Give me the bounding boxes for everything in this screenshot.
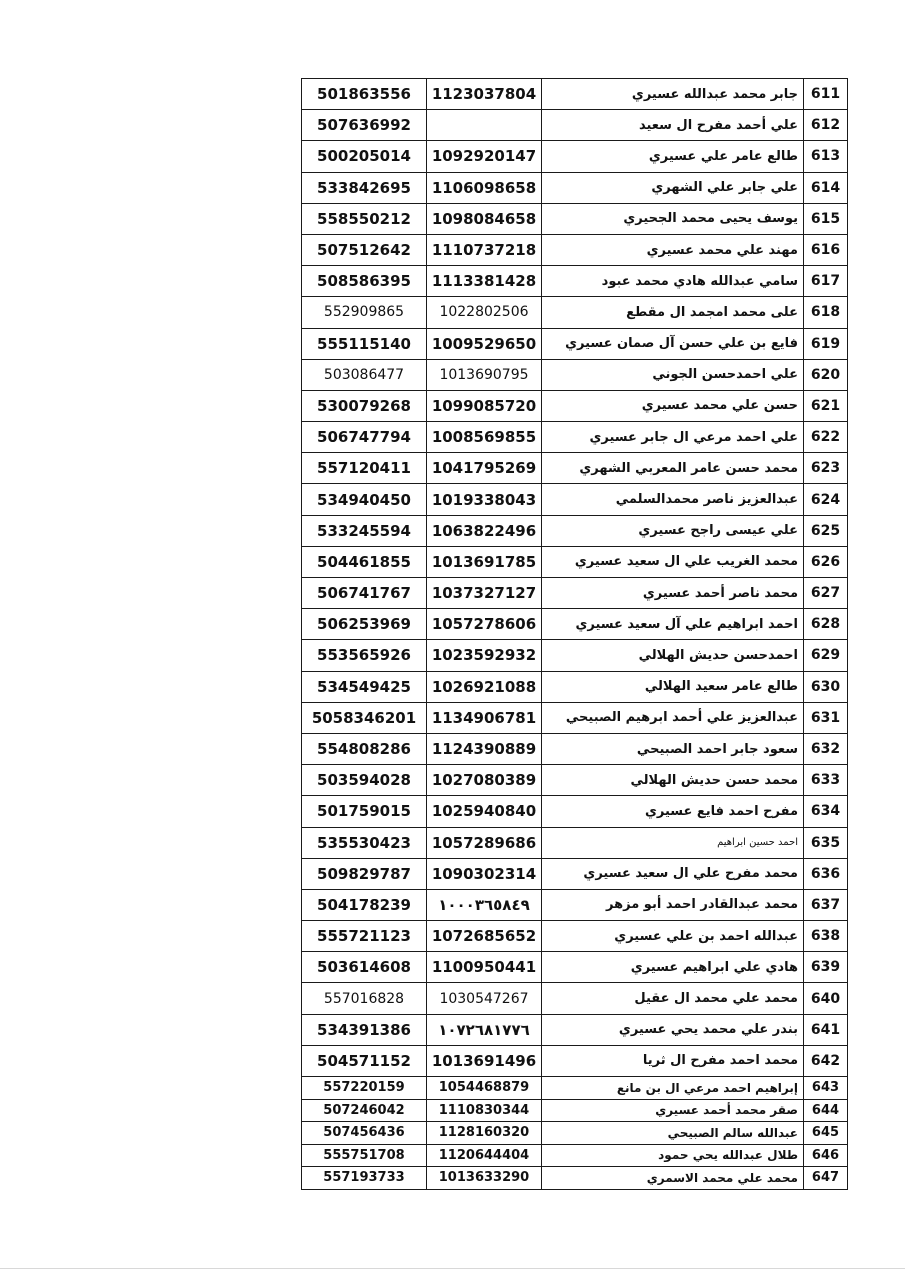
row-number-cell: 623	[804, 453, 848, 484]
name-cell: جابر محمد عبدالله عسيري	[542, 79, 804, 110]
id-number-cell: 1041795269	[427, 453, 542, 484]
table-row	[302, 1045, 848, 1076]
name-cell: علي جابر علي الشهري	[542, 172, 804, 203]
row-number-cell: 621	[804, 390, 848, 421]
row-number-cell: 625	[804, 515, 848, 546]
row-number-cell: 629	[804, 640, 848, 671]
row-number-cell: 642	[804, 1045, 848, 1076]
id-number-cell: 1128160320	[427, 1122, 542, 1145]
name-cell: محمد عبدالقادر احمد أبو مزهر	[542, 889, 804, 920]
name-cell: محمد ناصر أحمد عسيري	[542, 578, 804, 609]
name-cell: محمد احمد مفرح ال ثريا	[542, 1045, 804, 1076]
table-row	[302, 484, 848, 515]
table-row	[302, 266, 848, 297]
id-number-cell: 1009529650	[427, 328, 542, 359]
phone-cell: 503086477	[302, 359, 427, 390]
phone-cell: 506747794	[302, 422, 427, 453]
records-table	[301, 78, 848, 1190]
row-number-cell: 627	[804, 578, 848, 609]
table-row	[302, 1167, 848, 1190]
row-number-cell: 644	[804, 1099, 848, 1122]
id-number-cell: 1057289686	[427, 827, 542, 858]
table-row	[302, 515, 848, 546]
id-number-cell: 1134906781	[427, 702, 542, 733]
id-number-cell: 1110737218	[427, 234, 542, 265]
id-number-cell: 1106098658	[427, 172, 542, 203]
name-cell: عبدالعزيز ناصر محمدالسلمي	[542, 484, 804, 515]
row-number-cell: 622	[804, 422, 848, 453]
id-number-cell: 1023592932	[427, 640, 542, 671]
name-cell: محمد حسن حديش الهلالي	[542, 765, 804, 796]
id-number-cell: 1013633290	[427, 1167, 542, 1190]
name-cell: احمد ابراهيم علي آل سعيد عسيري	[542, 609, 804, 640]
row-number-cell: 620	[804, 359, 848, 390]
name-cell: علي احمدحسن الجوني	[542, 359, 804, 390]
row-number-cell: 647	[804, 1167, 848, 1190]
phone-cell: 504461855	[302, 546, 427, 577]
row-number-cell: 633	[804, 765, 848, 796]
phone-cell: 558550212	[302, 203, 427, 234]
phone-cell: 507456436	[302, 1122, 427, 1145]
phone-cell: 504571152	[302, 1045, 427, 1076]
phone-cell: 508586395	[302, 266, 427, 297]
table-row	[302, 796, 848, 827]
row-number-cell: 616	[804, 234, 848, 265]
table-row	[302, 1144, 848, 1167]
row-number-cell: 636	[804, 858, 848, 889]
row-number-cell: 611	[804, 79, 848, 110]
row-number-cell: 613	[804, 141, 848, 172]
table-row	[302, 578, 848, 609]
table-row	[302, 921, 848, 952]
phone-cell: 503594028	[302, 765, 427, 796]
name-cell: سعود جابر احمد الصبيحي	[542, 733, 804, 764]
row-number-cell: 638	[804, 921, 848, 952]
phone-cell: 555115140	[302, 328, 427, 359]
table-row	[302, 858, 848, 889]
id-number-cell: 1022802506	[427, 297, 542, 328]
row-number-cell: 645	[804, 1122, 848, 1145]
row-number-cell: 635	[804, 827, 848, 858]
table-row	[302, 1099, 848, 1122]
phone-cell: 507636992	[302, 110, 427, 141]
id-number-cell: 1019338043	[427, 484, 542, 515]
phone-cell: 557120411	[302, 453, 427, 484]
phone-cell: 509829787	[302, 858, 427, 889]
row-number-cell: 631	[804, 702, 848, 733]
records-table-body	[302, 79, 848, 1190]
phone-cell: 533842695	[302, 172, 427, 203]
id-number-cell: 1110830344	[427, 1099, 542, 1122]
phone-cell: 535530423	[302, 827, 427, 858]
table-row	[302, 702, 848, 733]
row-number-cell: 614	[804, 172, 848, 203]
row-number-cell: 617	[804, 266, 848, 297]
id-number-cell: ١٠٠٠٣٦٥٨٤٩	[427, 889, 542, 920]
id-number-cell: 1072685652	[427, 921, 542, 952]
name-cell: إبراهيم احمد مرعي ال بن مانع	[542, 1077, 804, 1100]
row-number-cell: 640	[804, 983, 848, 1014]
name-cell: طالع عامر علي عسيري	[542, 141, 804, 172]
table-row	[302, 172, 848, 203]
row-number-cell: 632	[804, 733, 848, 764]
id-number-cell: 1113381428	[427, 266, 542, 297]
phone-cell: 552909865	[302, 297, 427, 328]
table-row	[302, 422, 848, 453]
table-row	[302, 453, 848, 484]
id-number-cell: 1008569855	[427, 422, 542, 453]
phone-cell: 554808286	[302, 733, 427, 764]
table-row	[302, 733, 848, 764]
row-number-cell: 646	[804, 1144, 848, 1167]
name-cell: محمد حسن عامر المعربي الشهري	[542, 453, 804, 484]
phone-cell: 5058346201	[302, 702, 427, 733]
name-cell: محمد علي محمد ال عقيل	[542, 983, 804, 1014]
phone-cell: 555721123	[302, 921, 427, 952]
row-number-cell: 615	[804, 203, 848, 234]
phone-cell: 500205014	[302, 141, 427, 172]
table-row	[302, 765, 848, 796]
table-row	[302, 546, 848, 577]
name-cell: محمد علي محمد الاسمري	[542, 1167, 804, 1190]
phone-cell: 530079268	[302, 390, 427, 421]
table-row	[302, 110, 848, 141]
name-cell: مهند علي محمد عسيري	[542, 234, 804, 265]
table-row	[302, 203, 848, 234]
table-row	[302, 234, 848, 265]
row-number-cell: 639	[804, 952, 848, 983]
id-number-cell: 1120644404	[427, 1144, 542, 1167]
name-cell: هادي علي ابراهيم عسيري	[542, 952, 804, 983]
phone-cell: 555751708	[302, 1144, 427, 1167]
phone-cell: 501759015	[302, 796, 427, 827]
table-row	[302, 79, 848, 110]
id-number-cell: 1100950441	[427, 952, 542, 983]
name-cell: محمد الغريب علي ال سعيد عسيري	[542, 546, 804, 577]
name-cell: عبدالله سالم الصبيحي	[542, 1122, 804, 1145]
name-cell: مفرح احمد فايع عسيري	[542, 796, 804, 827]
name-cell: سامي عبدالله هادي محمد عبود	[542, 266, 804, 297]
table-row	[302, 141, 848, 172]
table-row	[302, 889, 848, 920]
page-edge-line	[0, 1268, 905, 1269]
table-row	[302, 1122, 848, 1145]
phone-cell: 534391386	[302, 1014, 427, 1045]
id-number-cell: 1026921088	[427, 671, 542, 702]
table-row	[302, 640, 848, 671]
phone-cell: 506253969	[302, 609, 427, 640]
id-number-cell: 1030547267	[427, 983, 542, 1014]
id-number-cell: 1037327127	[427, 578, 542, 609]
name-cell: عبدالله احمد بن علي عسيري	[542, 921, 804, 952]
name-cell: علي أحمد مفرح ال سعيد	[542, 110, 804, 141]
row-number-cell: 612	[804, 110, 848, 141]
phone-cell: 553565926	[302, 640, 427, 671]
name-cell: عبدالعزيز علي أحمد ابرهيم الصبيحي	[542, 702, 804, 733]
table-row	[302, 827, 848, 858]
id-number-cell: 1013690795	[427, 359, 542, 390]
phone-cell: 504178239	[302, 889, 427, 920]
id-number-cell	[427, 110, 542, 141]
phone-cell: 503614608	[302, 952, 427, 983]
row-number-cell: 618	[804, 297, 848, 328]
id-number-cell: 1063822496	[427, 515, 542, 546]
id-number-cell: 1124390889	[427, 733, 542, 764]
id-number-cell: 1099085720	[427, 390, 542, 421]
row-number-cell: 637	[804, 889, 848, 920]
phone-cell: 507512642	[302, 234, 427, 265]
row-number-cell: 630	[804, 671, 848, 702]
id-number-cell: 1123037804	[427, 79, 542, 110]
id-number-cell: 1054468879	[427, 1077, 542, 1100]
id-number-cell: 1090302314	[427, 858, 542, 889]
phone-cell: 534549425	[302, 671, 427, 702]
row-number-cell: 619	[804, 328, 848, 359]
name-cell: على محمد امجمد ال مقطع	[542, 297, 804, 328]
table-row	[302, 390, 848, 421]
name-cell: يوسف يحيى محمد الجحيري	[542, 203, 804, 234]
row-number-cell: 628	[804, 609, 848, 640]
row-number-cell: 643	[804, 1077, 848, 1100]
name-cell: علي عيسى راجح عسيري	[542, 515, 804, 546]
table-row	[302, 609, 848, 640]
id-number-cell: 1057278606	[427, 609, 542, 640]
row-number-cell: 624	[804, 484, 848, 515]
phone-cell: 557193733	[302, 1167, 427, 1190]
id-number-cell: 1013691785	[427, 546, 542, 577]
id-number-cell: 1025940840	[427, 796, 542, 827]
phone-cell: 533245594	[302, 515, 427, 546]
name-cell: طلال عبدالله يحي حمود	[542, 1144, 804, 1167]
name-cell: حسن علي محمد عسيري	[542, 390, 804, 421]
name-cell: صقر محمد أحمد عسيري	[542, 1099, 804, 1122]
table-row	[302, 952, 848, 983]
table-row	[302, 1077, 848, 1100]
table-row	[302, 359, 848, 390]
phone-cell: 534940450	[302, 484, 427, 515]
id-number-cell: 1013691496	[427, 1045, 542, 1076]
name-cell: طالع عامر سعيد الهلالي	[542, 671, 804, 702]
name-cell: احمد حسين ابراهيم	[542, 827, 804, 858]
row-number-cell: 634	[804, 796, 848, 827]
name-cell: محمد مفرح علي ال سعيد عسيري	[542, 858, 804, 889]
id-number-cell: 1092920147	[427, 141, 542, 172]
row-number-cell: 641	[804, 1014, 848, 1045]
name-cell: فايع بن علي حسن آل صمان عسيري	[542, 328, 804, 359]
table-row	[302, 297, 848, 328]
table-row	[302, 328, 848, 359]
phone-cell: 557220159	[302, 1077, 427, 1100]
name-cell: علي احمد مرعي ال جابر عسيري	[542, 422, 804, 453]
phone-cell: 506741767	[302, 578, 427, 609]
id-number-cell: 1027080389	[427, 765, 542, 796]
name-cell: احمدحسن حديش الهلالي	[542, 640, 804, 671]
phone-cell: 501863556	[302, 79, 427, 110]
phone-cell: 507246042	[302, 1099, 427, 1122]
phone-cell: 557016828	[302, 983, 427, 1014]
name-cell: بندر علي محمد يحي عسيري	[542, 1014, 804, 1045]
table-row	[302, 1014, 848, 1045]
table-row	[302, 671, 848, 702]
table-row	[302, 983, 848, 1014]
id-number-cell: ١٠٧٢٦٨١٧٧٦	[427, 1014, 542, 1045]
id-number-cell: 1098084658	[427, 203, 542, 234]
row-number-cell: 626	[804, 546, 848, 577]
